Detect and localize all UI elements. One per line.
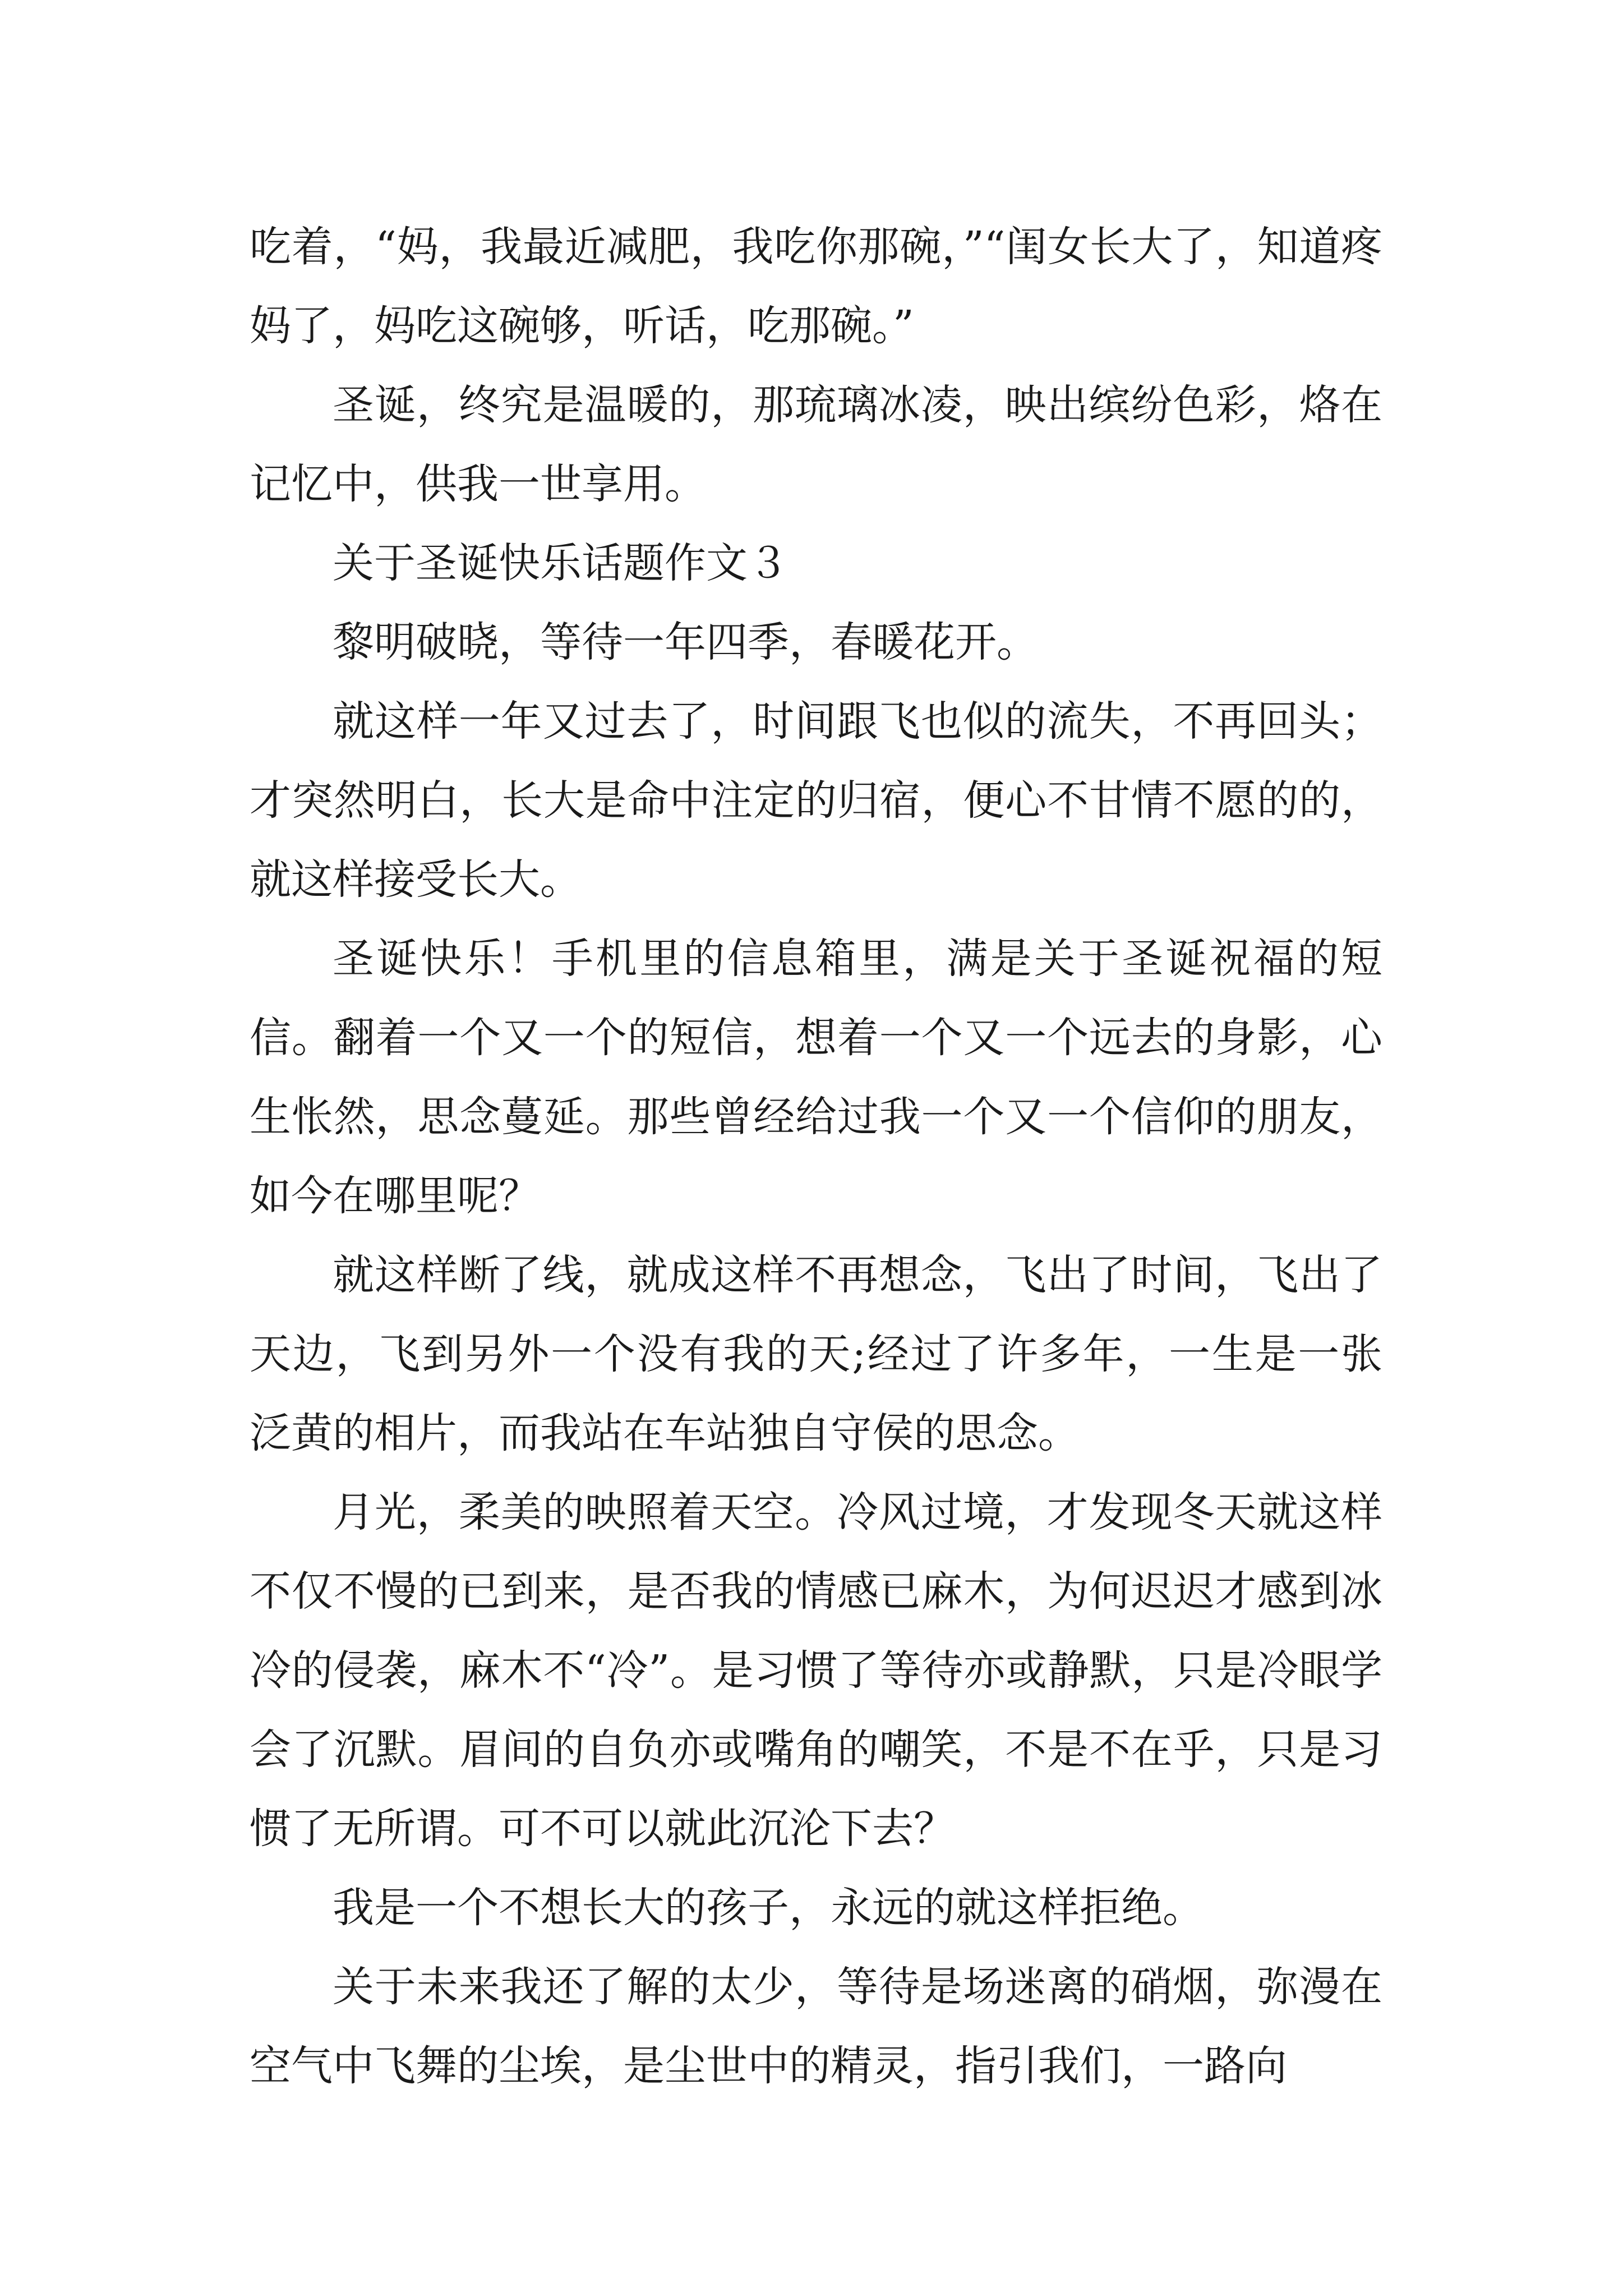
paragraph: 月光，柔美的映照着天空。冷风过境，才发现冬天就这样不仅不慢的已到来，是否我的情感已麻木，为何迟迟才感到冰冷的侵袭，麻木不“冷”。是习惯了等待亦或静默，只是冷眼学会了沉默。眉间的自负亦或嘴角的嘲笑，不是不在乎，只是习惯了无所谓。可不可以就此沉沦下去？ [250, 1488, 1382, 1853]
section-heading: 关于圣诞快乐话题作文３ [333, 539, 789, 587]
paragraph: 我是一个不想长大的孩子，永远的就这样拒绝。 [333, 1884, 1204, 1932]
paragraph: 吃着，“妈，我最近减肥，我吃你那碗，”“闺女长大了，知道疼妈了，妈吃这碗够，听话，吃那碗。” [250, 223, 1382, 350]
paragraph: 圣诞快乐！手机里的信息箱里，满是关于圣诞祝福的短信。翻着一个又一个的短信，想着一个又一个远去的身影，心生怅然，思念蔓延。那些曾经给过我一个又一个信仰的朋友，如今在哪里呢？ [250, 935, 1382, 1220]
paragraph: 就这样一年又过去了，时间跟飞也似的流失，不再回头；才突然明白，长大是命中注定的归宿，便心不甘情不愿的的，就这样接受长大。 [250, 697, 1382, 904]
paragraph: 圣诞，终究是温暖的，那琉璃冰凌，映出缤纷色彩，烙在记忆中，供我一世享用。 [250, 381, 1382, 508]
body-text [250, 208, 1382, 2106]
paragraph: 黎明破晓，等待一年四季，春暖花开。 [333, 618, 1038, 666]
paragraph: 关于未来我还了解的太少，等待是场迷离的硝烟，弥漫在空气中飞舞的尘埃，是尘世中的精灵，指引我们，一路向 [250, 1963, 1382, 2090]
paragraph: 就这样断了线，就成这样不再想念，飞出了时间，飞出了天边，飞到另外一个没有我的天;经过了许多年，一生是一张泛黄的相片，而我站在车站独自守侯的思念。 [250, 1251, 1382, 1457]
